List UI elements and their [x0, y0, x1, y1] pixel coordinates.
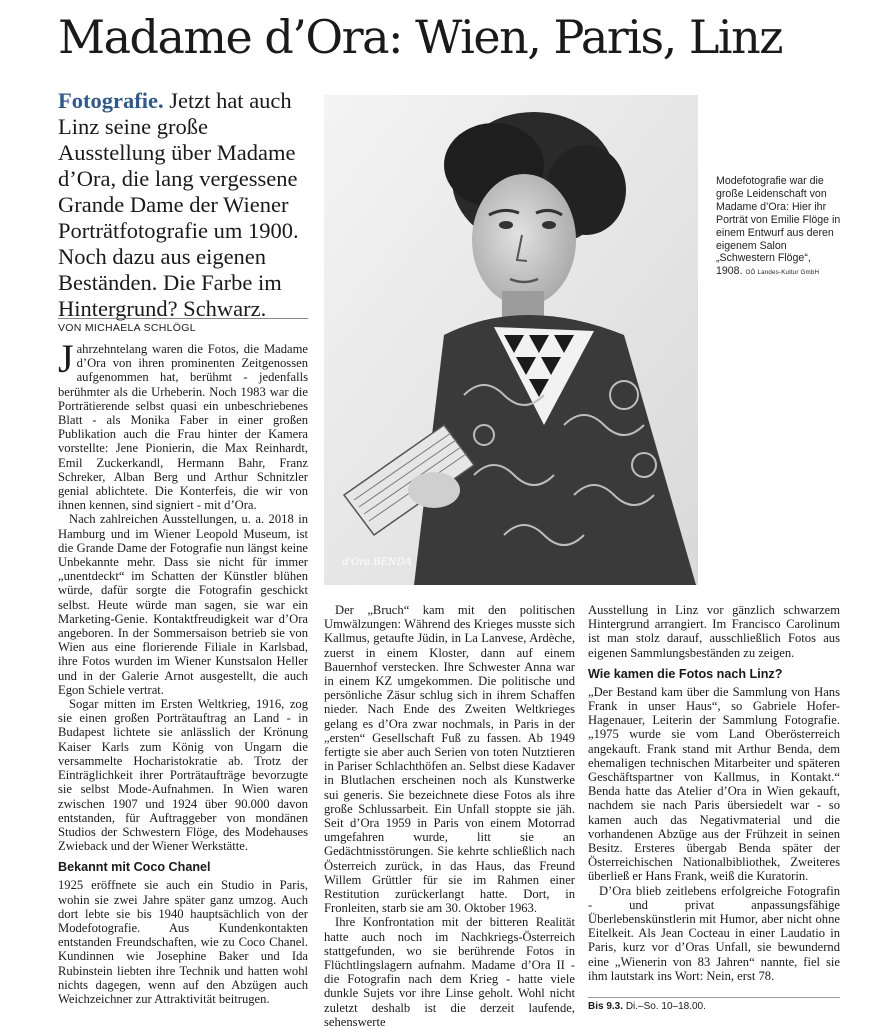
article-column-3	[588, 603, 840, 983]
exhibition-info	[588, 997, 840, 1012]
subheading: Bekannt mit Coco Chanel	[58, 860, 211, 875]
article-column-1	[58, 336, 308, 1006]
intro-text: Jetzt hat auch Linz seine große Ausstellung über Madame d’Ora, die lang vergessene Grande Dame der Wiener Porträtfotografie um 1900. Noch dazu aus eigenen Beständen. Die Farbe im Hintergrund? Schwarz.	[58, 88, 299, 321]
headline: Madame d’Ora: Wien, Paris, Linz	[58, 10, 782, 64]
paragraph: Ausstellung in Linz vor gänzlich schwarzem Hintergrund arrangiert. Im Francisco Carolinum ist man stolz darauf, ausschließlich Fotos aus eigenen Sammlungsbeständen zu zeigen.	[588, 603, 840, 660]
subheading: Wie kamen die Fotos nach Linz?	[588, 666, 783, 681]
photo-credit: OÖ Landes-Kultur GmbH	[745, 269, 820, 277]
paragraph: „Der Bestand kam über die Sammlung von Hans Frank in unser Haus“, so Gabriele Hofer-Hagenauer, Leiterin der Sammlung Fotografie. „1975 wurde sie vom Land Oberösterreich angekauft. Frank stand mit Arthur Benda, dem ehemaligen technischen Mitarbeiter und späteren Geschäftspartner von Kallmus, in Kontakt.“ Benda hatte das Atelier d’Ora in Wien gekauft, nachdem sie nach Paris übersiedelt war - so kamen auch das Negativmaterial und die vorhandenen Abzüge aus der Frühzeit in seinen Besitz. Ersteres übergab Benda später der Österreichischen Nationalbibliothek, Zweiteres überließ er Hans Frank, weiß die Kuratorin.	[588, 684, 840, 884]
paragraph: 1925 eröffnete sie auch ein Studio in Paris, wohin sie zwei Jahre später ganz umzog. Auch dort lebte sie bis 1940 hauptsächlich von der Modefotografie. Aus Kundenkontakten entstanden Freundschaften, wie zu Coco Chanel. Kundinnen wie Josephine Baker und Ida Rubinstein liebten ihre Technik und hatten wohl nichts dagegen, wenn auf den Abzügen auch Weichzeichner zur Attraktivität beitrugen.	[58, 878, 308, 1006]
paragraph: Sogar mitten im Ersten Weltkrieg, 1916, zog sie einen großen Porträtauftrag an Land - in Budapest lichtete sie anlässlich der Krönung Kaiser Karls zum König von Ungarn die versammelte Hocharistokratie ab. Trotz der Einträglichkeit ihrer Porträtaufträge bevorzugte sie selbst Mode-Aufnahmen. In Wien waren zwischen 1907 und 1924 über 90.000 davon entstanden, für Auftraggeber von mondänen Studios der Schwestern Flöge, des Modehauses Zwieback und der Wiener Werkstätte.	[58, 697, 308, 854]
paragraph: Der „Bruch“ kam mit den politischen Umwälzungen: Während des Krieges musste sich Kallmus, getaufte Jüdin, in La Lanvese, Ardèche, zuerst in einem Kloster, dann auf einem Bauernhof verstecken. Ihre Schwester Anna war in einem KZ umgekommen. Die politische und persönliche Zäsur schlug sich in ihrem Schaffen nieder. Nach Ende des Zweiten Weltkrieges gelang es d’Ora zwar nochmals, in Paris in der „ersten“ Gesellschaft Fuß zu fassen. Ab 1949 fertigte sie aber auch Serien von toten Nutztieren in Pariser Schlachthöfen an. Selbst diese Kadaver in Blutlachen erscheinen noch als Kunstwerke sui generis. Sie bezeichnete diese Fotos als ihre große Schlussarbeit. Ein Unfall stoppte sie jäh. Seit d’Ora 1959 in Paris von einem Motorrad umgefahren wurde, litt sie an Gedächtnisstörungen. Sie kehrte schließlich nach Österreich zurück, in das Haus, das Freund Willem Grüttler für sie im Rahmen einer Restitution zurückerlangt hatte. Dort, in Fronleiten, starb sie am 30. Oktober 1963.	[324, 603, 575, 916]
paragraph: Nach zahlreichen Ausstellungen, u. a. 2018 in Hamburg und im Wiener Leopold Museum, ist die Grande Dame der Fotografie nun längst keine Unbekannte mehr. Dass sie nicht für immer „unentdeckt“ im Schatten der Künstler blühen würde, dafür sorgte die Fotografin geschickt selbst. Heute würde man sagen, sie war ein Marketing-Genie. Kontaktfreudigkeit war d’Ora angeboren. In der Sommersaison betrieb sie von Wien aus eine florierende Filiale in Karlsbad, ihre Fotos wurden im Wiener Kunstsalon Heller und in der Galerie Arnot ausgestellt, die auch Egon Schiele vertrat.	[58, 512, 308, 697]
intro-teaser	[58, 88, 308, 322]
article-column-2	[324, 603, 575, 1029]
photo-caption	[716, 175, 846, 280]
portrait-illustration	[324, 95, 698, 585]
info-label: Bis 9.3.	[588, 1001, 624, 1012]
portrait-photo	[324, 95, 698, 585]
paragraph-text: ahrzehntelang waren die Fotos, die Madame d’Ora von ihren prominenten Zeitgenossen aufgenommen hat, berühmt - jedenfalls berühmter als die Urheberin. Noch 1983 war die Porträtierende selbst quasi ein unbeschriebenes Blatt - als Monika Faber in einer großen Publikation auch die Frau hinter der Kamera vorstellte: Jene Pionierin, die Max Reinhardt, Emil Zuckerkandl, Hermann Bahr, Franz Schreker, Alban Berg und Arthur Schnitzler genial ablichtete. Die Konterfeis, die wir von ihnen kennen, sind signiert - mit d’Ora.	[58, 342, 308, 513]
kicker: Fotografie.	[58, 88, 164, 113]
caption-text: Modefotografie war die große Leidenschaft von Madame d’Ora: Hier ihr Porträt von Emilie Flöge in einem Entwurf aus deren eigenem Salon „Schwestern Flöge“, 1908.	[716, 175, 841, 278]
paragraph: D’Ora blieb zeitlebens erfolgreiche Fotografin - und privat anpassungsfähige Überlebenskünstlerin mit Humor, aber nicht ohne Eitelkeit. Als Jean Cocteau in einer Laudatio in Paris, kurz vor d’Oras Unfall, sie bewundernd eine „Wienerin von 83 Jahren“ nannte, fiel sie ihm lautstark ins Wort: Nein, erst 78.	[588, 883, 840, 983]
paragraph	[58, 336, 308, 513]
byline: VON MICHAELA SCHLÖGL	[58, 318, 308, 334]
info-text: Di.–So. 10–18.00.	[625, 1001, 706, 1012]
paragraph: Ihre Konfrontation mit der bitteren Realität hatte auch noch im Nachkriegs-Österreich stattgefunden, wo sie berührende Fotos in Flüchtlingslagern aufnahm. Madame d’Ora II - die Fotografin nach dem Krieg - hatte viele dunkle Sujets vor ihre Linse geholt. Wohl nicht zuletzt deshalb ist die derzeit laufende, sehenswerte	[324, 915, 575, 1029]
photo-signature: d'Ora BENDA	[342, 557, 412, 568]
drop-cap: J	[58, 336, 74, 381]
